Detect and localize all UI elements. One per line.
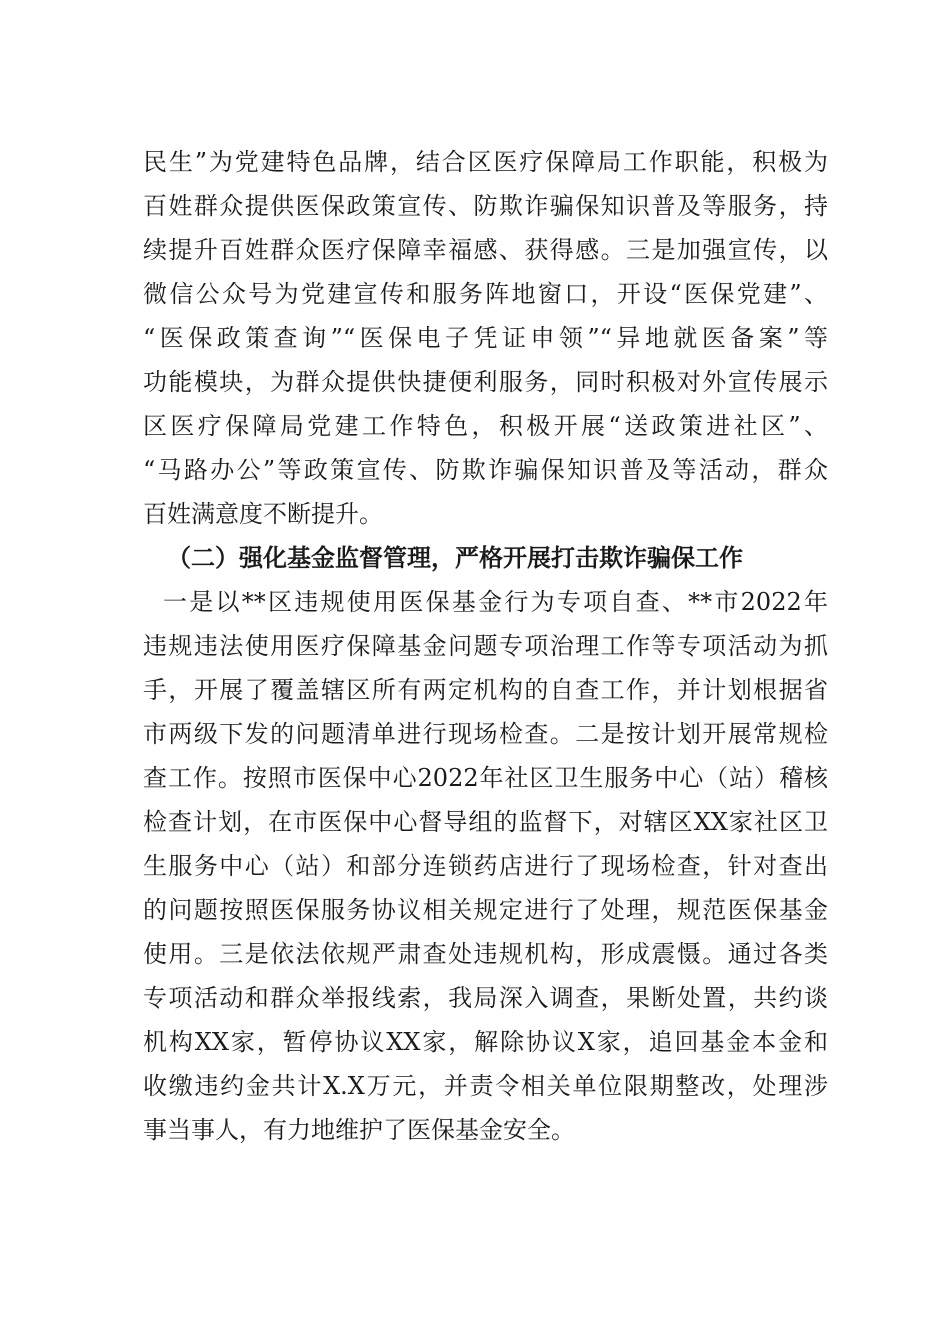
text-line: 市两级下发的问题清单进行现场检查。二是按计划开展常规检 (143, 720, 828, 748)
text-line: 百姓群众提供医保政策宣传、防欺诈骗保知识普及等服务，持 (143, 192, 828, 220)
text-line: 收缴违约金共计X.X万元，并责令相关单位限期整改，处理涉 (143, 1072, 828, 1100)
text-line: 续提升百姓群众医疗保障幸福感、获得感。三是加强宣传，以 (143, 236, 828, 264)
text-line: 民生”为党建特色品牌，结合区医疗保障局工作职能，积极为 (143, 148, 828, 176)
document-body (143, 140, 828, 1152)
text-line: 查工作。按照市医保中心2022年社区卫生服务中心（站）稽核 (143, 764, 828, 792)
section-heading: （二）强化基金监督管理，严格开展打击欺诈骗保工作 (167, 543, 743, 572)
text-line: 生服务中心（站）和部分连锁药店进行了现场检查，针对查出 (143, 852, 828, 880)
paragraph-fund-supervision (143, 580, 828, 1152)
text-line: 使用。三是依法依规严肃查处违规机构，形成震慑。通过各类 (143, 940, 828, 968)
text-line: 功能模块，为群众提供快捷便利服务，同时积极对外宣传展示 (143, 368, 828, 396)
text-line: 专项活动和群众举报线索，我局深入调查，果断处置，共约谈 (143, 984, 828, 1012)
text-line: 区医疗保障局党建工作特色，积极开展“送政策进社区”、 (143, 412, 828, 440)
text-line: 一是以**区违规使用医保基金行为专项自查、**市2022年 (163, 588, 828, 616)
text-line: 机构XX家，暂停协议XX家，解除协议X家，追回基金本金和 (143, 1028, 828, 1056)
text-line: “马路办公”等政策宣传、防欺诈骗保知识普及等活动，群众 (143, 456, 828, 484)
text-line: 事当事人，有力地维护了医保基金安全。 (143, 1116, 575, 1144)
text-line: 违规违法使用医疗保障基金问题专项治理工作等专项活动为抓 (143, 632, 828, 660)
text-line: 检查计划，在市医保中心督导组的监督下，对辖区XX家社区卫 (143, 808, 828, 836)
text-line: “医保政策查询”“医保电子凭证申领”“异地就医备案”等 (143, 324, 828, 352)
text-line: 手，开展了覆盖辖区所有两定机构的自查工作，并计划根据省 (143, 676, 828, 704)
text-line: 百姓满意度不断提升。 (143, 500, 383, 528)
text-line: 的问题按照医保服务协议相关规定进行了处理，规范医保基金 (143, 896, 828, 924)
paragraph-party-building (143, 140, 828, 536)
text-line: 微信公众号为党建宣传和服务阵地窗口，开设“医保党建”、 (143, 280, 828, 308)
